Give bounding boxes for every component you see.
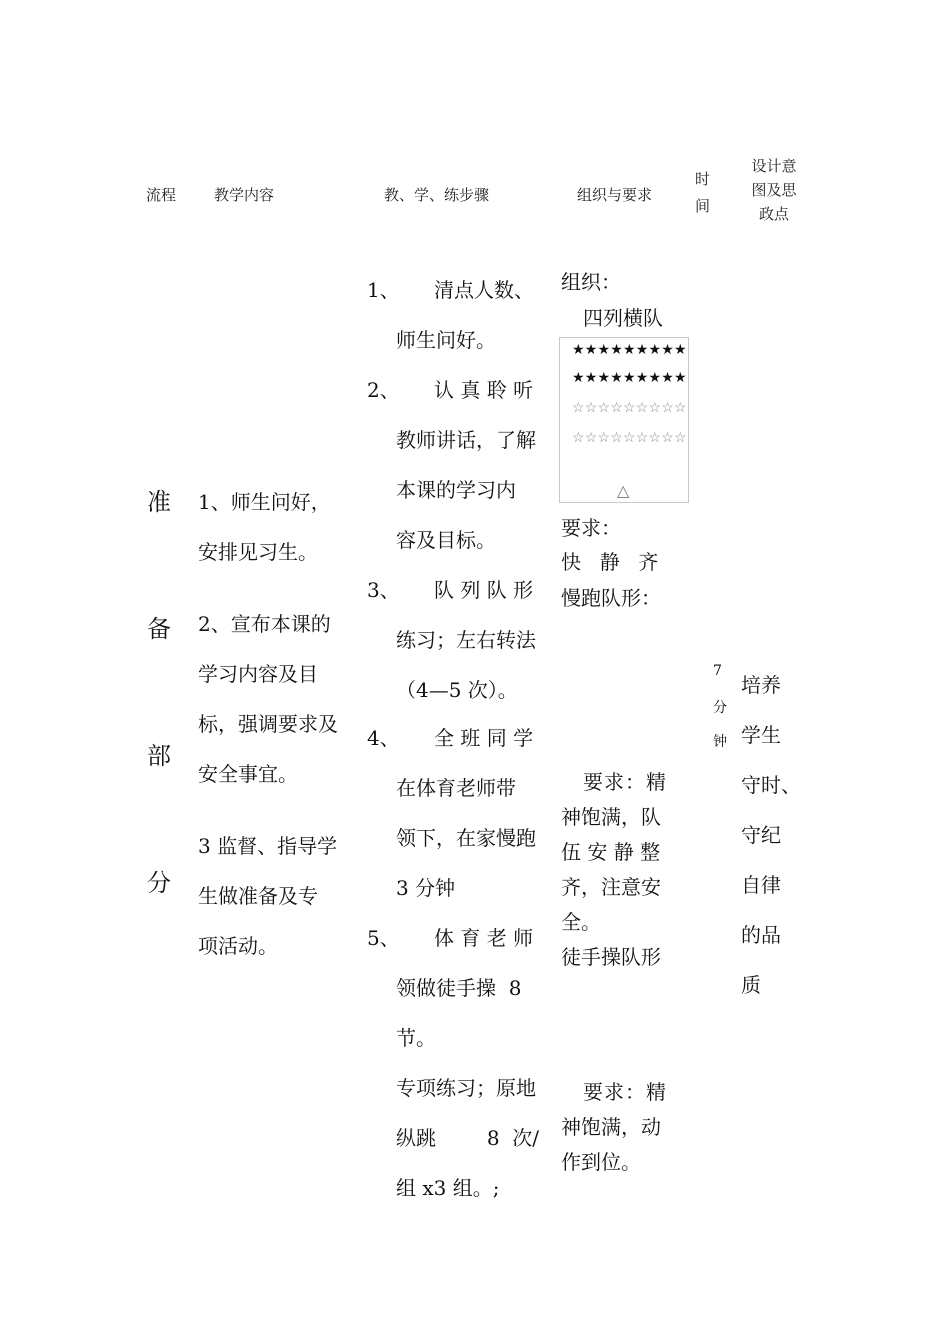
requirement-line: 神饱满，队 (561, 805, 661, 829)
design-line: 的品 (741, 923, 781, 947)
step-number: 5、 (367, 926, 400, 950)
step-extra-line: 纵跳 8 次/ (396, 1126, 540, 1150)
step-line: （4—5 次）。 (396, 678, 518, 702)
header-time-line-2: 间 (695, 197, 711, 215)
requirement-line: 伍 安 静 整 (561, 840, 661, 864)
stage-char-4: 分 (147, 869, 171, 897)
step-line: 全 班 同 学 (434, 726, 534, 750)
header-design-line-1: 设计意 (751, 157, 797, 175)
step-number: 4、 (367, 726, 400, 750)
org-label: 组织： (561, 270, 621, 294)
step-number: 3、 (367, 578, 400, 602)
design-line: 守时、 (741, 773, 801, 797)
step-line: 清点人数、 (434, 278, 534, 302)
time-unit: 钟 (713, 734, 727, 750)
time-unit: 分 (713, 700, 727, 716)
requirement-line: 要求： (561, 516, 621, 540)
header-organization: 组织与要求 (577, 186, 653, 204)
step-line: 在体育老师带 (396, 776, 516, 800)
step-line: 队 列 队 形 (434, 578, 534, 602)
header-flow: 流程 (146, 186, 177, 204)
formation-diagram (559, 337, 689, 503)
step-line: 体 育 老 师 (434, 926, 534, 950)
header-time-line-1: 时 (695, 170, 711, 188)
stage-char-1: 准 (147, 488, 171, 516)
content-line: 生做准备及专 (198, 884, 318, 908)
content-line: 1、师生问好， (198, 490, 331, 514)
design-line: 质 (741, 973, 761, 997)
step-number: 1、 (367, 278, 400, 302)
header-steps: 教、学、练步骤 (384, 186, 490, 204)
content-line: 3 监督、指导学 (198, 834, 338, 858)
step-line: 教师讲话，了解 (396, 428, 536, 452)
requirement-line: 徒手操队形 (561, 945, 661, 969)
header-time (695, 166, 710, 220)
formation-row-hollow: ☆☆☆☆☆☆☆☆☆ (572, 430, 687, 446)
requirement-line: 慢跑队形： (561, 586, 661, 610)
content-line: 标，强调要求及 (198, 712, 338, 736)
design-line: 自律 (741, 873, 781, 897)
header-content: 教学内容 (214, 186, 275, 204)
step-line: 领做徒手操 8 (396, 976, 522, 1000)
step-line: 节。 (396, 1026, 436, 1050)
step-line: 本课的学习内 (396, 478, 516, 502)
step-line: 3 分钟 (396, 876, 456, 900)
requirement-line: 作到位。 (561, 1150, 641, 1174)
step-line: 认 真 聆 听 (434, 378, 534, 402)
step-line: 师生问好。 (396, 328, 496, 352)
header-design-line-2: 图及思 (751, 181, 797, 199)
step-extra-line: 组 x3 组。; (396, 1176, 500, 1200)
time-value: 7 (713, 663, 722, 679)
requirement-line: 神饱满，动 (561, 1115, 661, 1139)
step-line: 容及目标。 (396, 528, 496, 552)
teacher-triangle-icon: △ (617, 481, 630, 500)
formation-row-filled: ★★★★★★★★★ (572, 342, 687, 358)
step-extra-line: 专项练习；原地 (396, 1076, 536, 1100)
step-line: 练习；左右转法 (396, 628, 536, 652)
content-line: 学习内容及目 (198, 662, 318, 686)
formation-row-hollow: ☆☆☆☆☆☆☆☆☆ (572, 400, 687, 416)
step-line: 领下，在家慢跑 (396, 826, 536, 850)
requirement-line: 快 静 齐 (561, 550, 661, 574)
requirement-line: 要求：精 (583, 1080, 667, 1104)
formation-row-filled: ★★★★★★★★★ (572, 370, 687, 386)
requirement-line: 全。 (561, 910, 601, 934)
step-number: 2、 (367, 378, 400, 402)
content-line: 安全事宜。 (198, 762, 298, 786)
content-line: 2、宣布本课的 (198, 612, 331, 636)
stage-char-2: 备 (147, 615, 171, 643)
design-line: 学生 (741, 723, 781, 747)
formation-label: 四列横队 (583, 306, 663, 330)
design-line: 培养 (741, 673, 781, 697)
header-design-line-3: 政点 (758, 205, 789, 223)
stage-char-3: 部 (147, 742, 171, 770)
requirement-line: 要求：精 (583, 770, 667, 794)
content-line: 安排见习生。 (198, 540, 318, 564)
design-line: 守纪 (741, 823, 781, 847)
requirement-line: 齐，注意安 (561, 875, 661, 899)
content-line: 项活动。 (198, 934, 278, 958)
header-design (746, 154, 802, 226)
